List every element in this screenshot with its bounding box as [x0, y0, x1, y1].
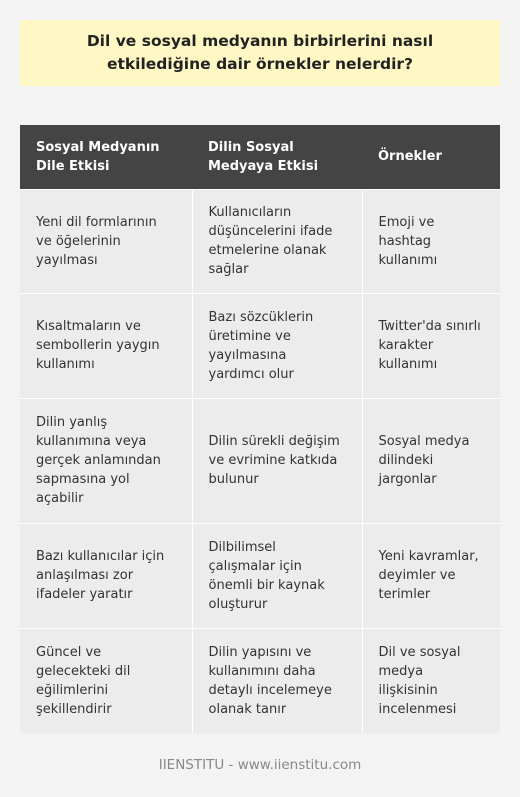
table-cell: Dilbilimsel çalışmalar için önemli bir kaynak oluşturur	[192, 523, 362, 628]
table-row	[20, 189, 500, 293]
header-language-effect: Dilin Sosyal Medyaya Etkisi	[192, 125, 362, 189]
footer-credit: IIENSTITU - www.iienstitu.com	[158, 757, 362, 773]
comparison-table	[20, 125, 500, 733]
table-cell: Emoji ve hashtag kullanımı	[362, 189, 500, 293]
table-cell: Dilin yapısını ve kullanımını daha detaylı incelemeye olanak tanır	[192, 628, 362, 733]
table-row	[20, 628, 500, 733]
header-examples: Örnekler	[362, 125, 500, 189]
table-body	[20, 189, 500, 733]
title-banner	[20, 20, 500, 86]
table-cell: Sosyal medya dilindeki jargonlar	[362, 398, 500, 523]
table-cell: Dilin sürekli değişim ve evrimine katkıda bulunur	[192, 398, 362, 523]
table-cell: Twitter'da sınırlı karakter kullanımı	[362, 293, 500, 398]
table-cell: Bazı sözcüklerin üretimine ve yayılmasına yardımcı olur	[192, 293, 362, 398]
table-cell: Bazı kullanıcılar için anlaşılması zor ifadeler yaratır	[20, 523, 192, 628]
header-row	[20, 125, 500, 189]
table-row	[20, 398, 500, 523]
table-cell: Yeni kavramlar, deyimler ve terimler	[362, 523, 500, 628]
table-row	[20, 293, 500, 398]
table-row	[20, 523, 500, 628]
table-cell: Güncel ve gelecekteki dil eğilimlerini şekillendirir	[20, 628, 192, 733]
header-social-media-effect: Sosyal Medyanın Dile Etkisi	[20, 125, 192, 189]
table-cell: Kısaltmaların ve sembollerin yaygın kullanımı	[20, 293, 192, 398]
table-cell: Yeni dil formlarının ve öğelerinin yayılması	[20, 189, 192, 293]
table-cell: Dil ve sosyal medya ilişkisinin incelenmesi	[362, 628, 500, 733]
page-title: Dil ve sosyal medyanın birbirlerini nasıl etkilediğine dair örnekler nelerdir?	[86, 32, 434, 73]
table-header	[20, 125, 500, 189]
table-cell: Kullanıcıların düşüncelerini ifade etmelerine olanak sağlar	[192, 189, 362, 293]
table-cell: Dilin yanlış kullanımına veya gerçek anlamından sapmasına yol açabilir	[20, 398, 192, 523]
